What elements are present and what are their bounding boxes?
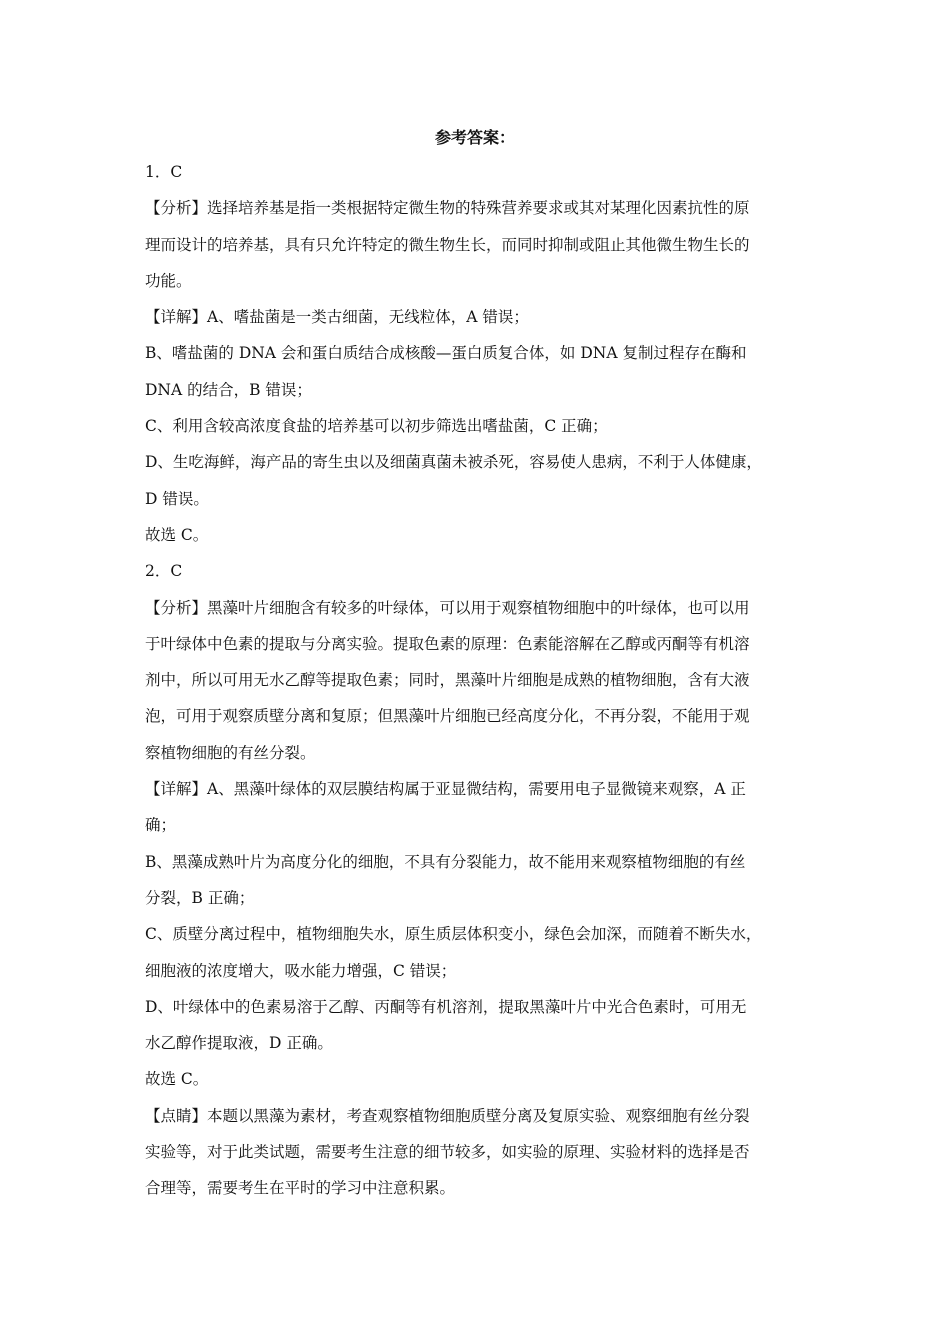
text-line: 合理等，需要考生在平时的学习中注意积累。 (145, 1179, 456, 1198)
text-line: D、生吃海鲜，海产品的寄生虫以及细菌真菌未被杀死，容易使人患病，不利于人体健康， (145, 453, 762, 472)
text-line: 细胞液的浓度增大，吸水能力增强，C 错误； (145, 961, 457, 980)
text-line: D、叶绿体中的色素易溶于乙醇、丙酮等有机溶剂，提取黑藻叶片中光合色素时，可用无 (145, 997, 747, 1016)
answer-body (145, 154, 805, 1207)
text-line: 察植物细胞的有丝分裂。 (145, 743, 316, 762)
text-line: 理而设计的培养基，具有只允许特定的微生物生长，而同时抑制或阻止其他微生物生长的 (145, 235, 750, 254)
text-line: 实验等，对于此类试题，需要考生注意的细节较多，如实验的原理、实验材料的选择是否 (145, 1143, 750, 1162)
text-line: 剂中，所以可用无水乙醇等提取色素；同时，黑藻叶片细胞是成熟的植物细胞，含有大液 (145, 671, 750, 690)
text-line: 1．C (145, 163, 183, 181)
text-line: 【点睛】本题以黑藻为素材，考查观察植物细胞质壁分离及复原实验、观察细胞有丝分裂 (145, 1106, 750, 1125)
text-line: 故选 C。 (145, 1070, 209, 1089)
text-line: 【分析】黑藻叶片细胞含有较多的叶绿体，可以用于观察植物细胞中的叶绿体，也可以用 (145, 598, 750, 617)
text-line: 分裂，B 正确； (145, 888, 255, 907)
text-line: 泡，可用于观察质壁分离和复原；但黑藻叶片细胞已经高度分化，不再分裂，不能用于观 (145, 707, 750, 726)
text-line: 于叶绿体中色素的提取与分离实验。提取色素的原理：色素能溶解在乙醇或丙酮等有机溶 (145, 634, 750, 653)
text-line: 功能。 (145, 271, 192, 290)
text-line: 故选 C。 (145, 525, 209, 544)
text-line: D 错误。 (145, 489, 209, 508)
text-line: 水乙醇作提取液，D 正确。 (145, 1034, 333, 1053)
text-line: 【详解】A、黑藻叶绿体的双层膜结构属于亚显微结构，需要用电子显微镜来观察，A 正 (145, 780, 746, 799)
text-line: B、嗜盐菌的 DNA 会和蛋白质结合成核酸—蛋白质复合体，如 DNA 复制过程存在酶和 (145, 344, 747, 363)
text-line: 【分析】选择培养基是指一类根据特定微生物的特殊营养要求或其对某理化因素抗性的原 (145, 199, 750, 218)
text-line: DNA 的结合，B 错误； (145, 380, 312, 399)
text-line: 【详解】A、嗜盐菌是一类古细菌，无线粒体，A 错误； (145, 308, 529, 327)
text-line: C、利用含较高浓度食盐的培养基可以初步筛选出嗜盐菌，C 正确； (145, 417, 608, 436)
text-line: 确； (145, 816, 177, 835)
answer-page (145, 122, 805, 1207)
text-line: B、黑藻成熟叶片为高度分化的细胞，不具有分裂能力，故不能用来观察植物细胞的有丝 (145, 852, 746, 871)
text-line: 2．C (145, 562, 183, 581)
text-line: C、质壁分离过程中，植物细胞失水，原生质层体积变小，绿色会加深，而随着不断失水， (145, 925, 762, 944)
page-title: 参考答案： (434, 128, 515, 147)
